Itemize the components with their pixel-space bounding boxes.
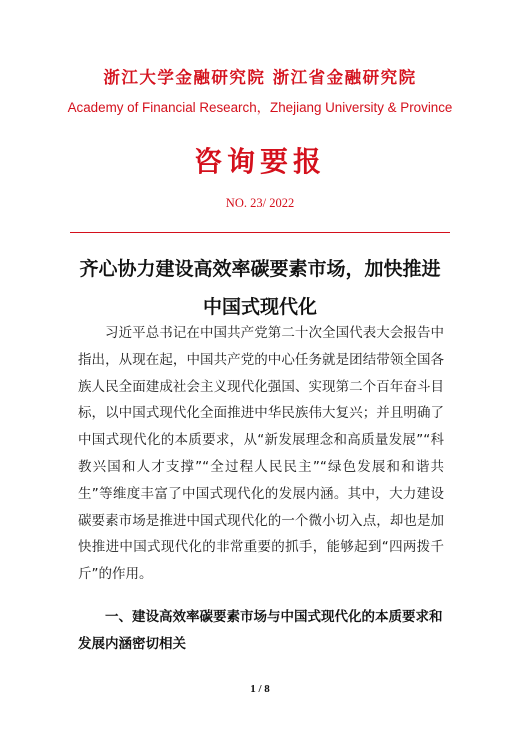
section-heading-text: 一、建设高效率碳要素市场与中国式现代化的本质要求和发展内涵密切相关 xyxy=(78,609,443,652)
article-paragraph xyxy=(78,320,444,588)
paragraph-text: 习近平总书记在中国共产党第二十次全国代表大会报告中指出，从现在起，中国共产党的中心任务就是团结带领全国各族人民全面建成社会主义现代化强国、实现第二个百年奋斗目标，以中国式现代化全面推进中华民族伟大复兴；并且明确了中国式现代化的本质要求，从“新发展理念和高质量发展”“科教兴国和人才支撑”“全过程人民民主”“绿色发展和和谐共生”等维度丰富了中国式现代化的发展内涵。其中，大力建设碳要素市场是推进中国式现代化的一个微小切入点，却也是加快推进中国式现代化的非常重要的抓手，能够起到“四两拨千斤”的作用。 xyxy=(78,325,444,583)
section-heading xyxy=(78,604,446,658)
institution-name-cn: 浙江大学金融研究院 浙江省金融研究院 xyxy=(103,68,417,87)
report-title: 咨询要报 xyxy=(193,145,326,178)
issue-number: NO. 23/ 2022 xyxy=(225,196,295,210)
header-divider xyxy=(70,232,450,233)
page-number: 1 / 8 xyxy=(250,683,270,695)
article-title: 齐心协力建设高效率碳要素市场，加快推进中国式现代化 xyxy=(79,258,441,318)
institution-name-en: Academy of Financial Research，Zhejiang University & Province xyxy=(67,100,453,115)
